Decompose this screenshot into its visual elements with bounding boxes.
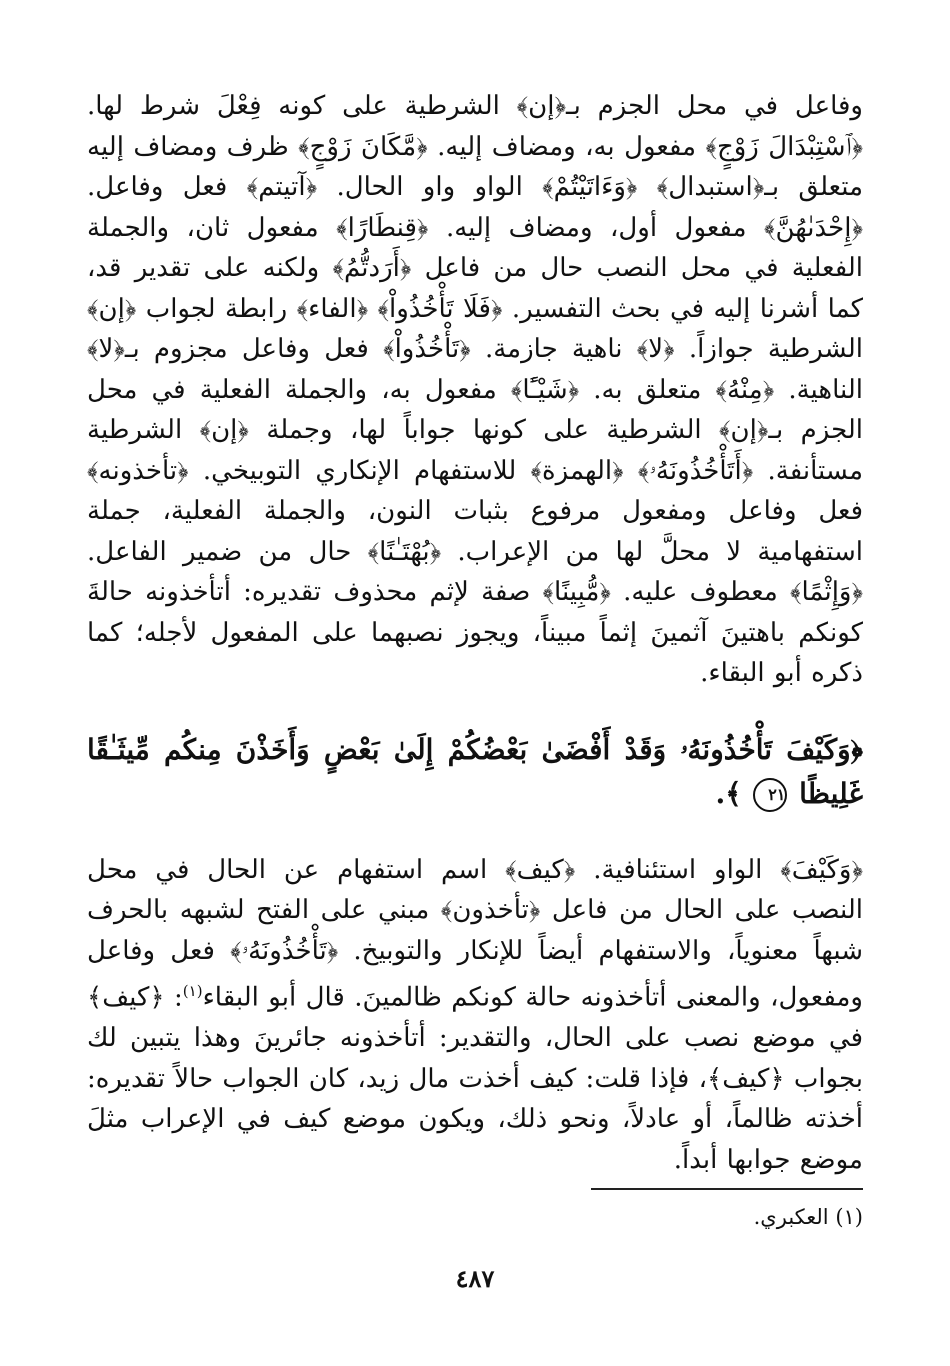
commentary-paragraph-1: وفاعل في محل الجزم بـ﴿إن﴾ الشرطية على كونه فِعْلَ شرط لها. ﴿ٱسْتِبْدَالَ زَوْجٍ﴾ مفعول به، ومضاف إليه. ﴿مَّكَانَ زَوْجٍ﴾ ظرف ومضاف إليه متعلق بـ﴿استبدال﴾ ﴿وَءَاتَيْتُمْ﴾ الواو واو الحال. ﴿آتيتم﴾ فعل وفاعل. ﴿إِحْدَىٰهُنَّ﴾ مفعول أول، ومضاف إليه. ﴿قِنطَارًا﴾ مفعول ثان، والجملة الفعلية في محل النصب حال من فاعل ﴿أَرَدتُّمُ﴾ ولكنه على تقدير قد، كما أشرنا إليه في بحث التفسير. ﴿فَلَا تَأْخُذُواْ﴾ ﴿الفاء﴾ رابطة لجواب ﴿إن﴾ الشرطية جوازاً. ﴿لا﴾ ناهية جازمة. ﴿تَأْخُذُواْ﴾ فعل وفاعل مجزوم بـ﴿لا﴾ الناهية. ﴿مِنْهُ﴾ متعلق به. ﴿شَيْـًٔا﴾ مفعول به، والجملة الفعلية في محل الجزم بـ﴿إن﴾ الشرطية على كونها جواباً لها، وجملة ﴿إن﴾ الشرطية مستأنفة. ﴿أَتَأْخُذُونَهُۥ﴾ ﴿الهمزة﴾ للاستفهام الإنكاري التوبيخي. ﴿تأخذونه﴾ فعل وفاعل ومفعول مرفوع بثبات النون، والجملة الفعلية، جملة استفهامية لا محلَّ لها من الإعراب. ﴿بُهْتَـٰنًا﴾ حال من ضمير الفاعل. ﴿وَإِثْمًا﴾ معطوف عليه. ﴿مُّبِينًا﴾ صفة لإثم محذوف تقديره: أتأخذونه حالةَ كونكم باهتينَ آثمينَ إثماً مبيناً، ويجوز نصبهما على المفعول لأجله؛ كما ذكره أبو البقاء. xyxy=(87,91,863,688)
quran-verse xyxy=(87,728,863,816)
paragraph-2-part-1: ﴿وَكَيْفَ﴾ الواو استئنافية. ﴿كيف﴾ اسم استفهام عن الحال في محل النصب على الحال من فاعل ﴿تأخذون﴾ مبني على الفتح لشبهه بالحرف شبهاً معنوياً، والاستفهام أيضاً للإنكار والتوبيخ. ﴿تَأْخُذُونَهُۥ﴾ فعل وفاعل ومفعول، والمعنى أتأخذونه حالة كونكم ظالمينَ. قال أبو البقاء xyxy=(87,854,863,1013)
footnote-text: العكبري. xyxy=(753,1205,829,1229)
commentary-paragraph-2 xyxy=(87,850,863,1181)
verse-number-marker: ٢١ xyxy=(753,778,787,812)
paragraph-2-part-2: : ﴿كيف﴾ في موضع نصب على الحال، والتقدير: أتأخذونه جائرينَ وهذا يتبين لك بجواب ﴿كيف﴾، فإذا قلت: كيف أخذت مال زيد، كان الجواب حالاً تقديره: أخذته ظالماً، أو عادلاً، ونحو ذلك، ويكون موضع كيف في الإعراب مثلَ موضع جوابها أبداً. xyxy=(87,982,863,1175)
footnote-reference: (١) xyxy=(182,982,203,1000)
verse-end: ﴾. xyxy=(715,776,742,810)
footnote-divider xyxy=(591,1188,863,1190)
verse-text: ﴿وَكَيْفَ تَأْخُذُونَهُۥ وَقَدْ أَفْضَىٰ بَعْضُكُمْ إِلَىٰ بَعْضٍ وَأَخَذْنَ مِنكُم مِّيثَـٰقًا غَلِيظًا xyxy=(87,732,863,810)
footnote xyxy=(87,1202,863,1232)
footnote-number: (١) xyxy=(835,1205,863,1229)
page-number: ٤٨٧ xyxy=(455,1264,495,1293)
